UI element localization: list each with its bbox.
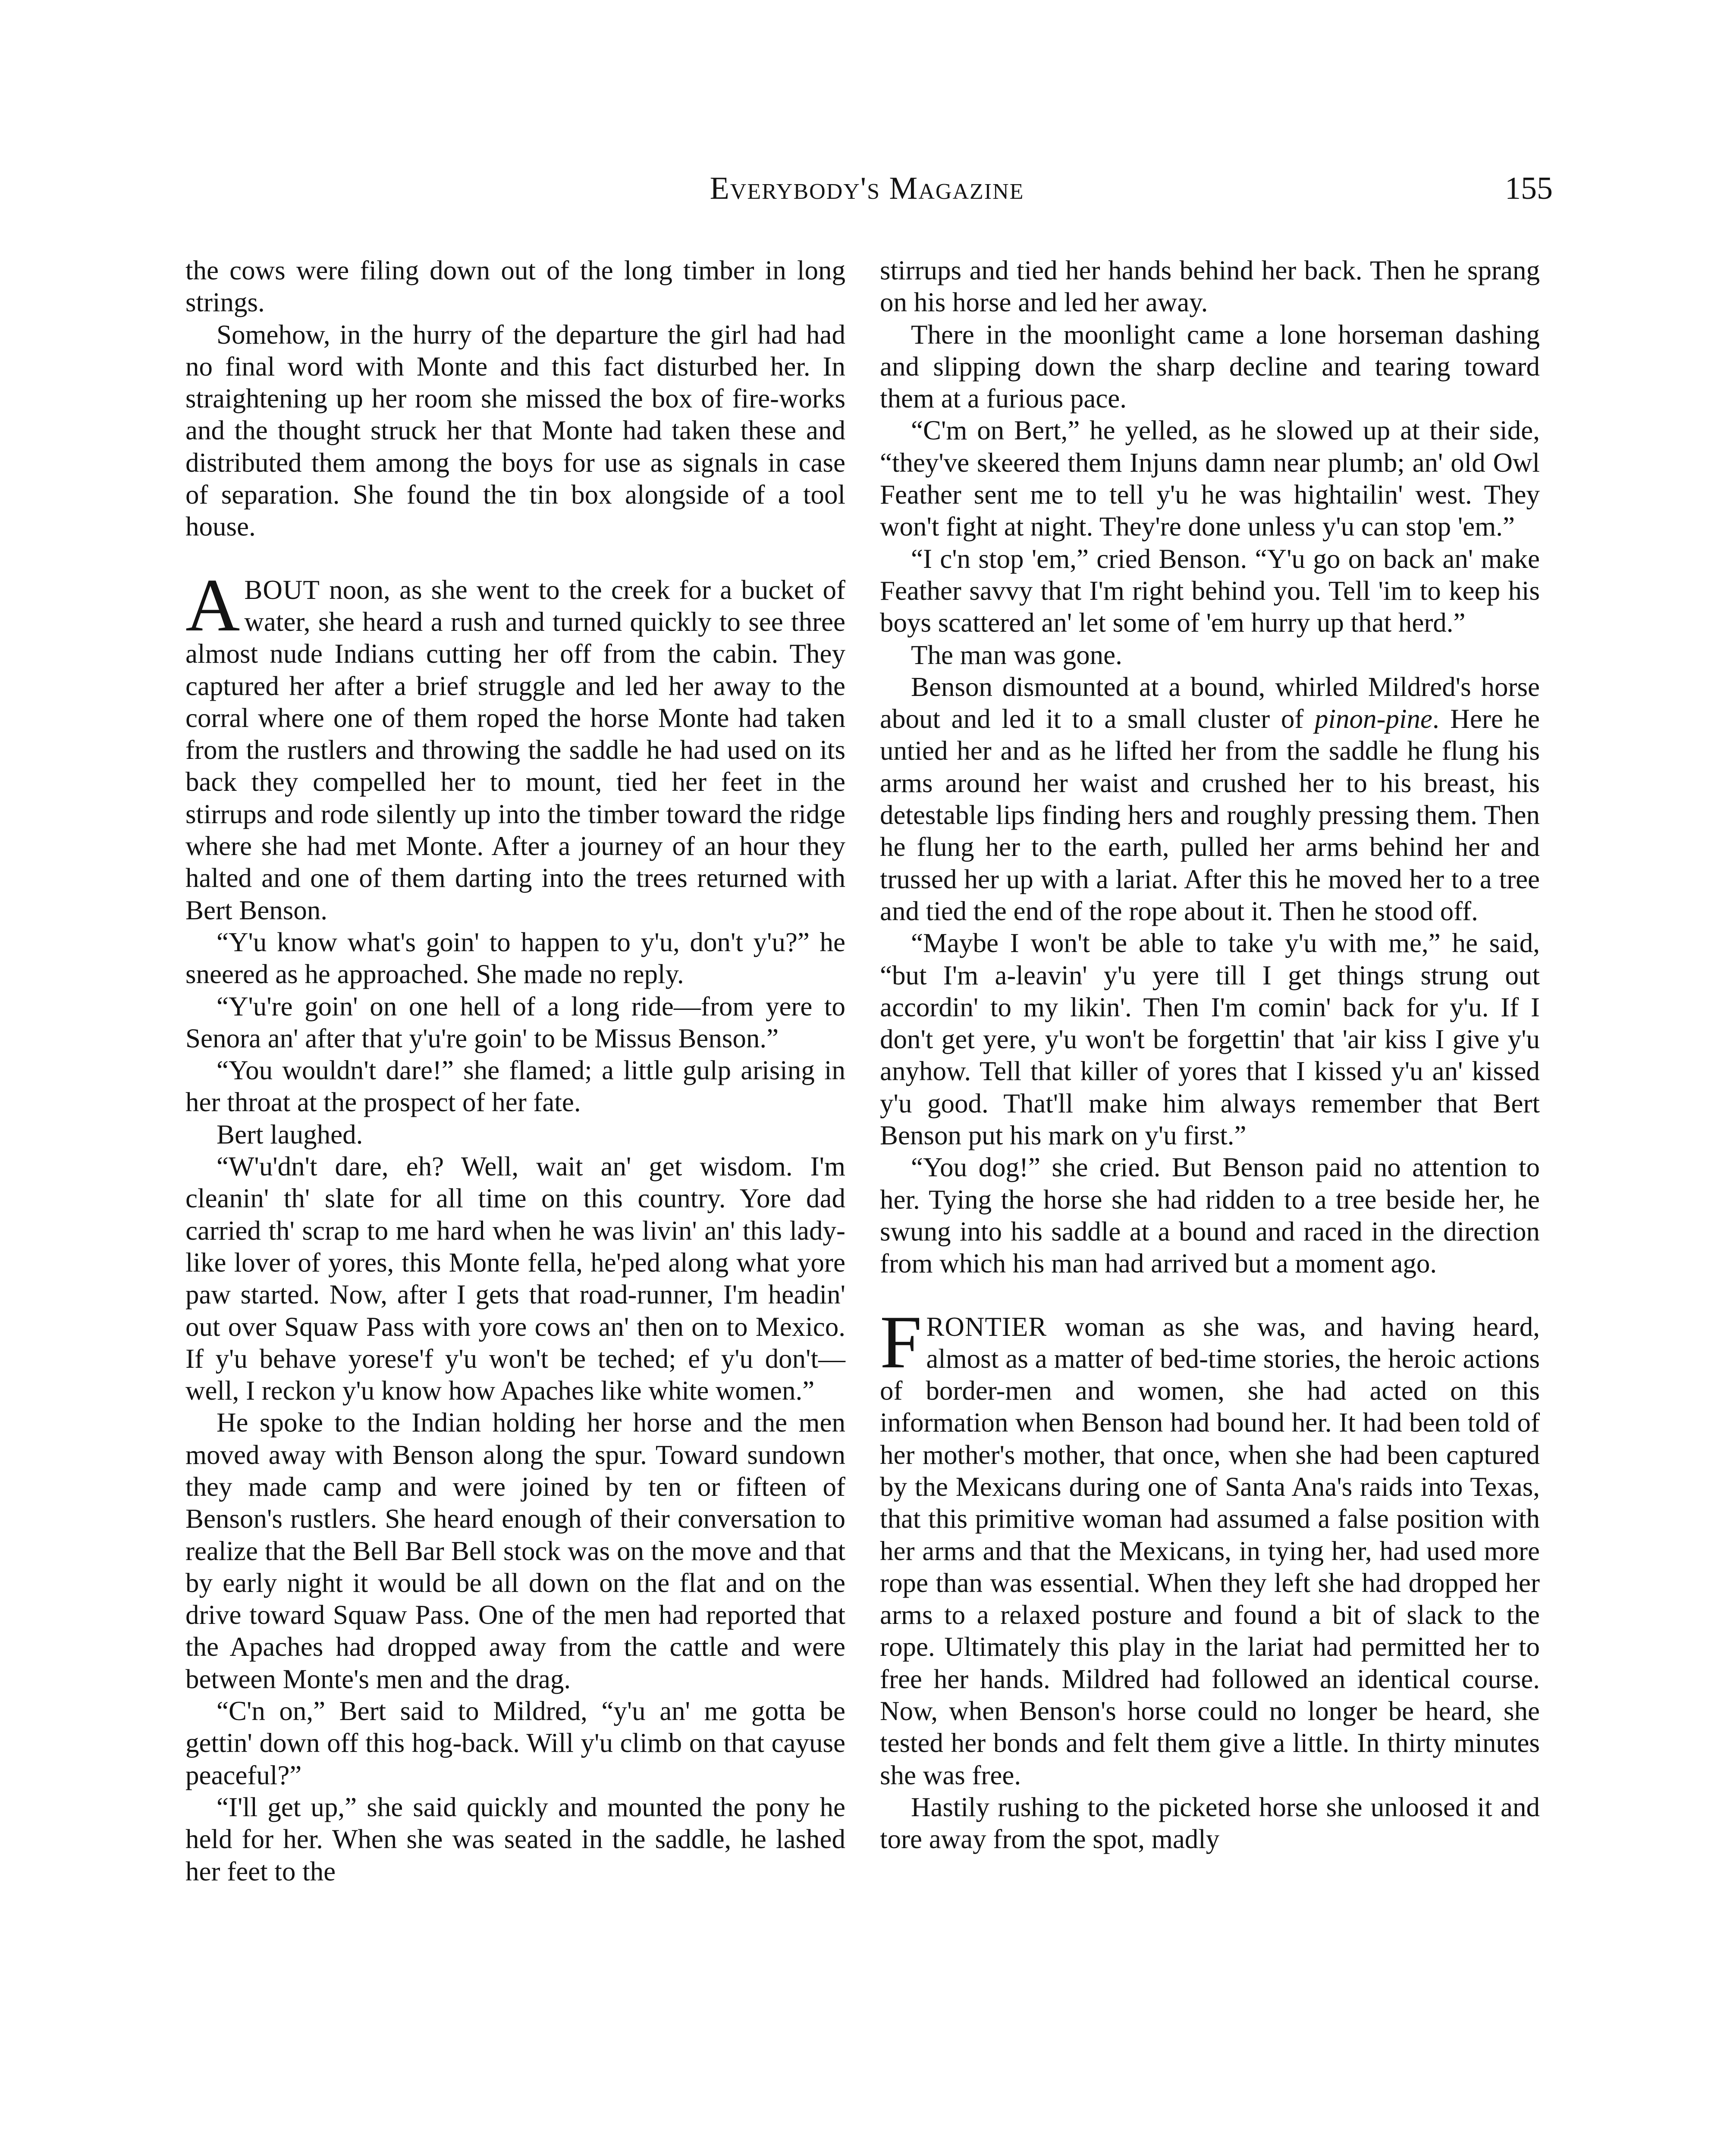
section-opening-paragraph — [185, 563, 845, 926]
paragraph: “C'm on Bert,” he yelled, as he slowed up at their side, “they've skeered them Injuns damn near plumb; an' old Owl Feather sent me to tell y'u he was hightailin' west. They won't fight at night. They're done unless y'u can stop 'em.” — [880, 415, 1540, 542]
paragraph-text: woman as she was, and having heard, almost as a matter of bed-time stories, the heroic actions of border-men and women, she had acted on this information when Benson had bound her. It had been told of her mother's mother, that once, when she had been captured by the Mexicans during one of Santa Ana's raids into Texas, that this primitive woman had assumed a false position with her arms and that the Mexicans, in tying her, had used more rope than was essential. When they left she had dropped her arms to a relaxed posture and found a bit of slack to the rope. Ultimately this play in the lariat had permitted her to free her hands. Mildred had followed an identical course. Now, when Benson's horse could no longer be heard, she tested her bonds and felt them give a little. In thirty minutes she was free. — [880, 1311, 1540, 1790]
right-column — [880, 254, 1540, 1855]
paragraph: “I c'n stop 'em,” cried Benson. “Y'u go on back an' make Feather savvy that I'm right behind you. Tell 'im to keep his boys scattered an' let some of 'em hurry up that herd.” — [880, 543, 1540, 638]
paragraph: The man was gone. — [911, 639, 1122, 670]
running-head — [181, 170, 1553, 218]
paragraph-text: noon, as she went to the creek for a bucket of water, she heard a rush and turned quickly to see three almost nude Indians cutting her off from the cabin. They captured her after a brief struggle and led her away to the corral where one of them roped the horse Monte had taken from the rustlers and throwing the saddle he had used on its back they compelled her to mount, tied her feet in the stirrups and rode silently up into the timber toward the ridge where she had met Monte. After a journey of an hour they halted and one of them darting into the trees returned with Bert Benson. — [185, 574, 845, 925]
paragraph: “You dog!” she cried. But Benson paid no attention to her. Tying the horse she had ridden to a tree beside her, he swung into his saddle at a bound and raced in the direction from which his man had arrived but a moment ago. — [880, 1152, 1540, 1279]
paragraph: Somehow, in the hurry of the departure the girl had had no final word with Monte and this fact disturbed her. In straightening up her room she missed the box of fire-works and the thought struck her that Monte had taken these and distributed them among the boys for use as signals in case of separation. She found the tin box alongside of a tool house. — [185, 319, 845, 542]
paragraph: “W'u'dn't dare, eh? Well, wait an' get wisdom. I'm cleanin' th' slate for all time on this country. Yore dad carried th' scrap to me hard when he was livin' an' this lady-like lover of yores, this Monte fella, he'ped along what yore paw started. Now, after I gets that road-runner, I'm headin' out over Squaw Pass with yore cows an' then on to Mexico. If y'u behave yorese'f y'u won't be teched; ef y'u don't—well, I reckon y'u know how Apaches like white women.” — [185, 1151, 845, 1406]
paragraph: “Y'u know what's goin' to happen to y'u, don't y'u?” he sneered as he approached. She made no reply. — [185, 927, 845, 990]
paragraph — [880, 671, 1540, 927]
lead-in-caps: RONTIER — [926, 1311, 1047, 1342]
drop-cap: A — [185, 563, 240, 647]
magazine-title: Everybody's Magazine — [710, 171, 1024, 206]
paragraph: Hastily rushing to the picketed horse she unloosed it and tore away from the spot, madly — [880, 1792, 1540, 1855]
page-number: 155 — [1505, 171, 1553, 206]
paragraph: the cows were filing down out of the long timber in long strings. — [185, 255, 845, 318]
italic-term: pinon-pine — [1315, 704, 1432, 734]
paragraph: “Maybe I won't be able to take y'u with me,” he said, “but I'm a-leavin' y'u yere till I get things strung out accordin' to my likin'. Then I'm comin' back for y'u. If I don't get yere, y'u won't be forgettin' that 'air kiss I give y'u anyhow. Tell that killer of yores that I kissed y'u an' kissed y'u good. That'll make him always remember that Bert Benson put his mark on y'u first.” — [880, 928, 1540, 1151]
paragraph-text: Benson dismounted at a bound, whirled Mildred's horse about and led it to a small cluster of — [880, 671, 1540, 734]
paragraph: There in the moonlight came a lone horseman dashing and slipping down the sharp decline and tearing toward them at a furious pace. — [880, 319, 1540, 414]
paragraph: He spoke to the Indian holding her horse and the men moved away with Benson along the spur. Toward sundown they made camp and were joined by ten or fifteen of Benson's rustlers. She heard enough of their conversation to realize that the Bell Bar Bell stock was on the move and that by early night it would be all down on the flat and on the drive toward Squaw Pass. One of the men had reported that the Apaches had dropped away from the cattle and were between Monte's men and the drag. — [185, 1407, 845, 1694]
paragraph: “You wouldn't dare!” she flamed; a little gulp arising in her throat at the prospect of her fate. — [185, 1055, 845, 1118]
paragraph: Bert laughed. — [217, 1119, 363, 1150]
left-column — [185, 254, 845, 1887]
paragraph: “I'll get up,” she said quickly and mounted the pony he held for her. When she was seated in the saddle, he lashed her feet to the — [185, 1792, 845, 1887]
paragraph: “C'n on,” Bert said to Mildred, “y'u an' me gotta be gettin' down off this hog-back. Will y'u climb on that cayuse peaceful?” — [185, 1696, 845, 1790]
paragraph: “Y'u're goin' on one hell of a long ride—from yere to Senora an' after that y'u're goin' to be Missus Benson.” — [185, 991, 845, 1053]
paragraph: stirrups and tied her hands behind her back. Then he sprang on his horse and led her away. — [880, 255, 1540, 318]
paragraph-text: . Here he untied her and as he lifted her from the saddle he flung his arms around her waist and crushed her to his breast, his detestable lips finding hers and roughly pressing them. Then he flung her to the earth, pulled her arms behind her and trussed her up with a lariat. After this he moved her to a tree and tied the end of the rope about it. Then he stood off. — [880, 704, 1540, 926]
lead-in-caps: BOUT — [244, 574, 320, 605]
drop-cap: F — [880, 1300, 922, 1384]
section-opening-paragraph — [880, 1300, 1540, 1791]
